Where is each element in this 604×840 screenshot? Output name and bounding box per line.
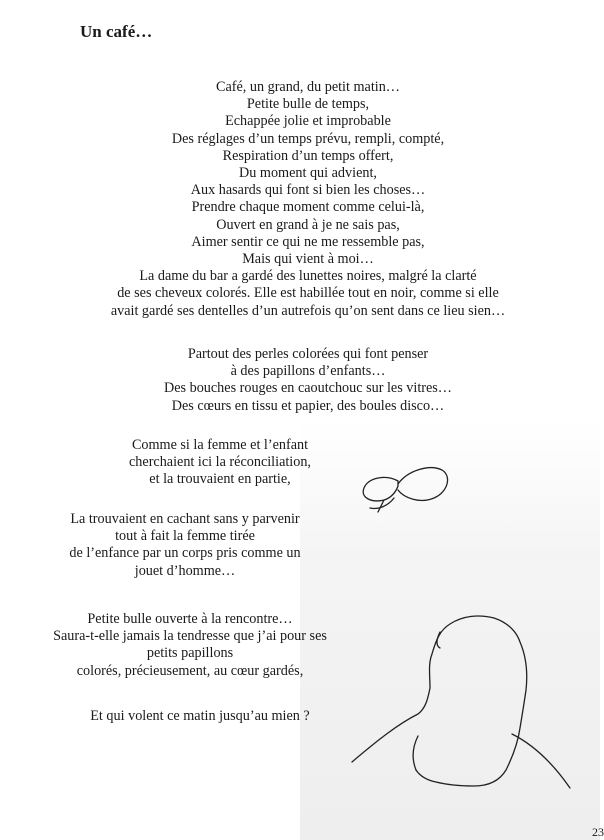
butterfly-drawing — [363, 468, 447, 512]
poem-line: Des cœurs en tissu et papier, des boules disco… — [171, 397, 445, 414]
poem-line: Respiration d’un temps offert, — [222, 147, 394, 164]
poem-line: Petite bulle ouverte à la rencontre… — [87, 611, 293, 627]
poem-line: Mais qui vient à moi… — [242, 251, 374, 268]
poem-line: Et qui volent ce matin jusqu’au mien ? — [90, 708, 310, 724]
poem-line: Prendre chaque moment comme celui-là, — [191, 199, 425, 216]
figure-sketch — [352, 616, 570, 788]
poem-title: Un café… — [80, 22, 153, 41]
poem-line: Petite bulle de temps, — [246, 96, 370, 113]
poem-line: Comme si la femme et l’enfant — [131, 437, 309, 453]
poem-line: jouet d’homme… — [134, 562, 236, 579]
poem-line: de l’enfance par un corps pris comme un — [69, 545, 301, 562]
page-number: 23 — [592, 825, 604, 839]
poem-line: La trouvaient en cachant sans y parvenir — [70, 511, 300, 527]
poem-line: avait gardé ses dentelles d’un autrefois qu’on sent dans ce lieu sien… — [110, 302, 506, 319]
poem-line: Café, un grand, du petit matin… — [215, 79, 400, 95]
poem-line: La dame du bar a gardé des lunettes noires, malgré la clarté — [139, 268, 477, 285]
poem-line: cherchaient ici la réconciliation, — [129, 454, 311, 471]
poem-line: de ses cheveux colorés. Elle est habillée tout en noir, comme si elle — [117, 285, 499, 302]
poem-line: Saura-t-elle jamais la tendresse que j’ai pour ses — [53, 628, 327, 645]
poem-line: Echappée jolie et improbable — [225, 113, 391, 130]
poem-line: Des bouches rouges en caoutchouc sur les vitres… — [163, 380, 452, 397]
poem-line: Ouvert en grand à je ne sais pas, — [216, 216, 400, 233]
poem-line: Partout des perles colorées qui font penser — [187, 346, 429, 362]
poem-line: Aimer sentir ce qui ne me ressemble pas, — [191, 233, 425, 250]
poem-line: tout à fait la femme tirée — [115, 528, 255, 545]
poem-line: colorés, précieusement, au cœur gardés, — [76, 662, 304, 679]
poem-line: et la trouvaient en partie, — [149, 471, 291, 488]
poem-line: Du moment qui advient, — [239, 165, 377, 182]
poem-line: à des papillons d’enfants… — [230, 363, 386, 380]
poem-line: petits papillons — [146, 645, 234, 662]
poem-line: Des réglages d’un temps prévu, rempli, compté, — [171, 130, 445, 147]
poem-line: Aux hasards qui font si bien les choses… — [190, 182, 426, 199]
